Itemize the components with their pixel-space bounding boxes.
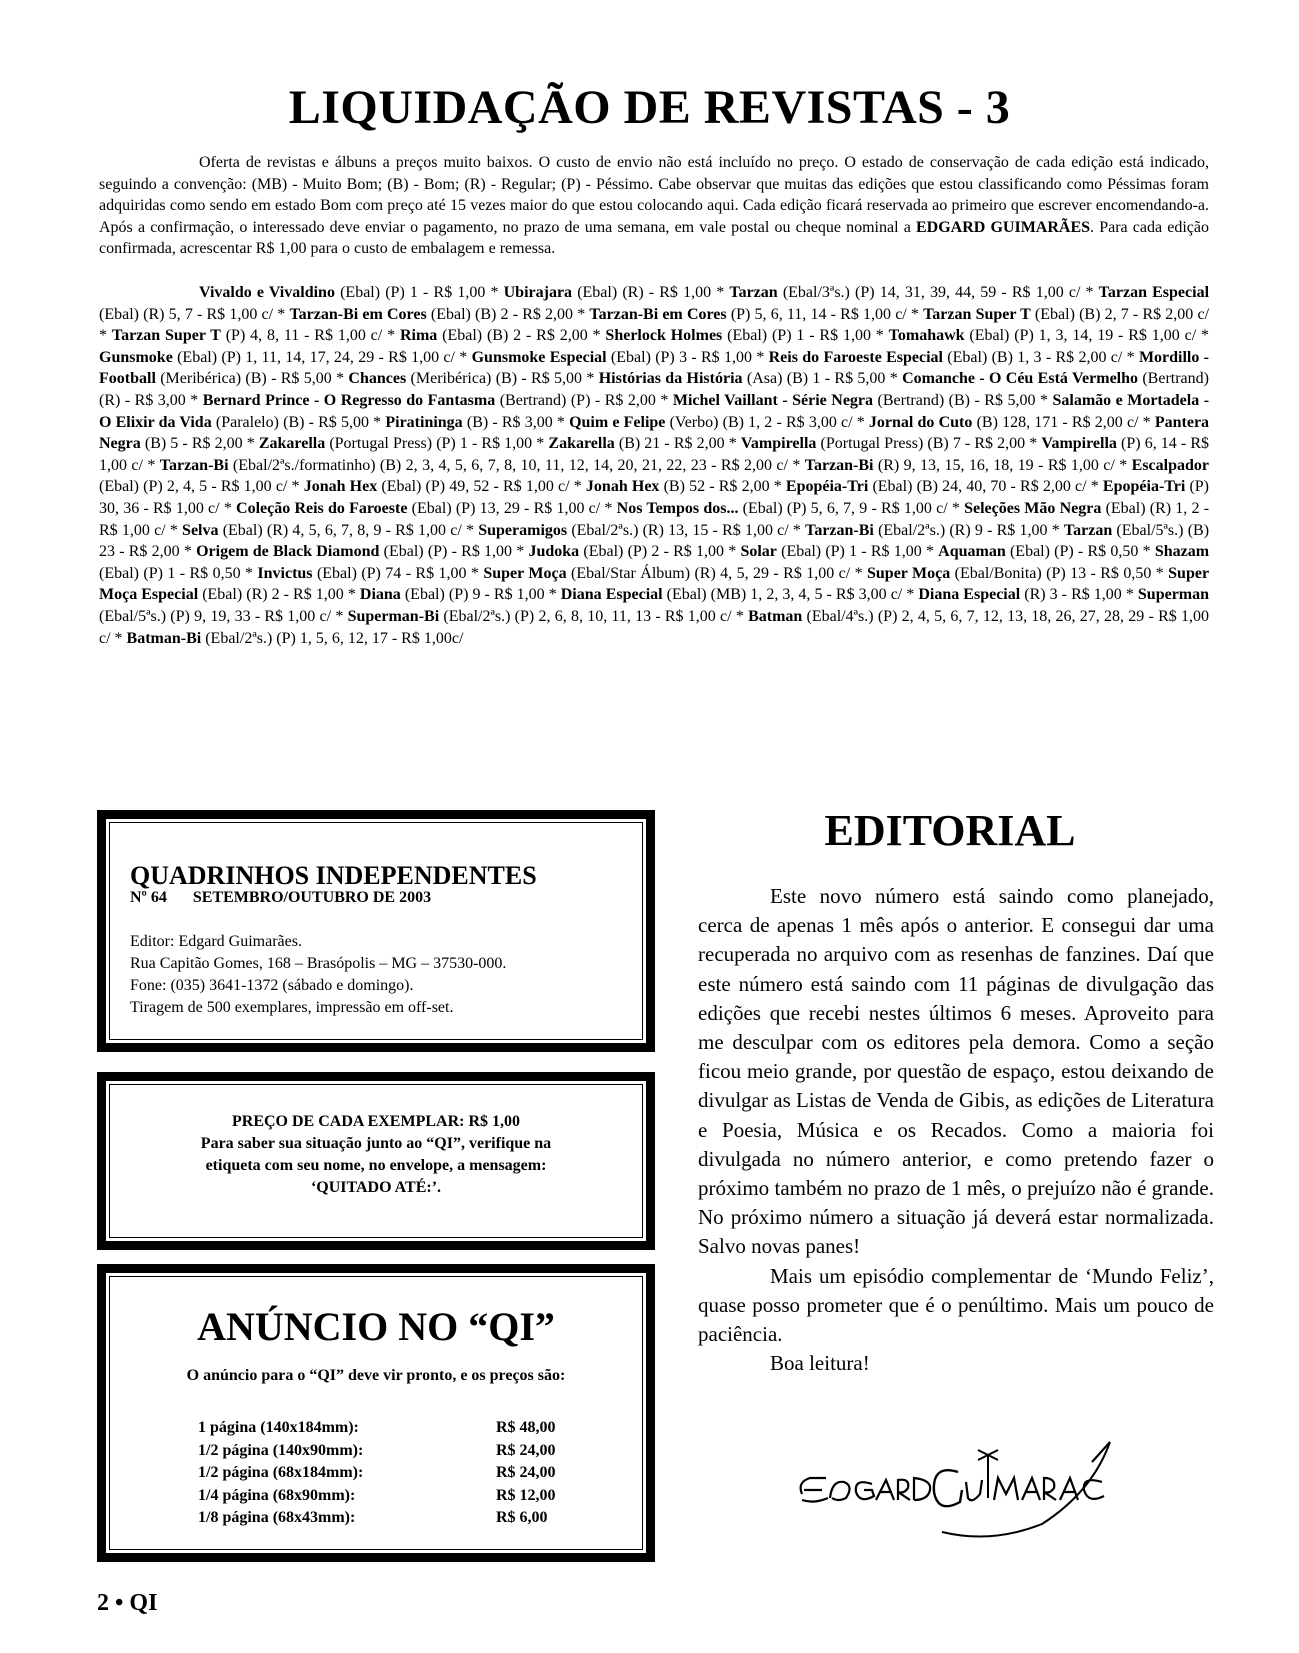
print-run-line: Tiragem de 500 exemplares, impressão em off-set. [130,999,454,1016]
ad-price: R$ 12,00 [496,1486,556,1504]
magazine-details: (P) 5, 6, 11, 14 - R$ 1,00 c/ * [726,305,924,323]
magazine-title: Super Moça [483,564,567,582]
magazine-title: Judoka [528,543,580,561]
ad-price-row [198,1464,556,1487]
price-line: etiqueta com seu nome, no envelope, a mensagem: [205,1157,547,1174]
magazine-details: (Ebal/2ªs.) (P) 2, 6, 8, 10, 11, 13 - R$ 1,00 c/ * [439,607,749,625]
magazine-title: Zakarella [258,435,326,453]
magazine-title: Nos Tempos dos... [616,499,739,517]
magazine-title: Vivaldo e Vivaldino [199,284,335,301]
magazine-details: (Ebal) (B) 2 - R$ 2,00 * [437,327,606,345]
magazine-details: (Asa) (B) 1 - R$ 5,00 * [742,370,903,388]
issue-date: SETEMBRO/OUTUBRO DE 2003 [192,889,432,906]
page-title: LIQUIDAÇÃO DE REVISTAS - 3 [288,81,1011,134]
magazine-details: (Ebal) (P) 1, 3, 14, 19 - R$ 1,00 c/ * [964,327,1210,345]
magazine-title: Gunsmoke [99,348,173,366]
ad-title: ANÚNCIO NO “QI” [197,1304,555,1349]
magazine-details: (R) 9, 13, 15, 16, 18, 19 - R$ 1,00 c/ * [873,456,1132,474]
ad-price: R$ 24,00 [496,1464,556,1481]
magazine-details: (B) 5 - R$ 2,00 * [140,435,259,453]
magazine-details: (Ebal/Bonita) (P) 13 - R$ 0,50 * [950,564,1169,582]
editorial-body [698,882,1214,1378]
magazine-details: (Verbo) (B) 1, 2 - R$ 3,00 c/ * [665,413,869,431]
magazine-title: Batman-Bi [126,629,202,647]
magazine-details: (Ebal/5ªs.) (B) 23 - R$ 2,00 * [99,521,1210,561]
ad-price: R$ 24,00 [496,1441,556,1459]
magazine-details: (Meribérica) (B) - R$ 5,00 * [406,370,599,388]
magazine-details: (Ebal) (P) 1, 11, 14, 17, 24, 29 - R$ 1,00 c/ * [172,348,472,366]
magazine-details: (Ebal/2ªs./formatinho) (B) 2, 3, 4, 5, 6, 7, 8, 10, 11, 12, 14, 20, 21, 22, 23 - R$ 2,00 c/ * [228,456,805,474]
address-line: Rua Capitão Gomes, 168 – Brasópolis – MG – 37530-000. [130,955,507,972]
price-line: Para saber sua situação junto ao “QI”, verifique na [200,1135,552,1152]
magazine-details: (B) 128, 171 - R$ 2,00 c/ * [972,413,1155,431]
magazine-title: Histórias da História [598,370,743,388]
magazine-title: Jonah Hex [585,478,660,496]
magazine-title: Diana Especial [918,586,1021,604]
magazine-details: (Ebal) (R) 2 - R$ 1,00 * [198,586,360,604]
magazine-details: (Ebal) (R) 1, 2 - R$ 1,00 c/ * [99,499,1210,539]
magazine-title: Tarzan-Bi em Cores [289,305,427,323]
magazine-title: Chances [348,370,407,388]
magazine-details: (Bertrand) (R) - R$ 3,00 * [99,370,1209,409]
magazine-title: Mordillo - Football [99,348,1210,388]
magazine-details: (P) 4, 8, 11 - R$ 1,00 c/ * [220,327,400,345]
magazine-details: (P) 6, 14 - R$ 1,00 c/ * [99,435,1210,474]
magazine-details: (Ebal/3ªs.) (P) 14, 31, 39, 44, 59 - R$ 1,00 c/ * [777,284,1099,301]
ad-price-row [198,1487,556,1510]
magazine-title: Comanche - O Céu Está Vermelho [902,370,1139,388]
magazine-title: Diana [359,586,401,604]
magazine-title: Selva [182,521,219,539]
intro-paragraph: Oferta de revistas e álbuns a preços muito baixos. O custo de envio não está incluído no preço. O estado de conservação de cada edição está indicado, seguindo a convenção: (MB) - Muito Bom; (B) - Bom; (R) - Regular; (P) - Péssimo. Cabe observar que muitas das edições que estou classificando como Péssimas foram adquiridas como sendo em estado Bom com preço até 15 vezes maior do que estou colocando aqui. Cada edição ficará reservada ao primeiro que escrever encomendando-a. Após a confirmação, o interessado deve enviar o pagamento, no prazo de uma semana, em vale postal ou cheque nominal a [99,154,1209,236]
magazine-details: (Ebal) (P) 5, 6, 7, 9 - R$ 1,00 c/ * [738,499,965,517]
ad-price: R$ 48,00 [496,1419,556,1436]
magazine-title: Shazam [1154,543,1210,561]
magazine-title: Tarzan-Bi [805,521,874,539]
magazine-title: Ubirajara [503,284,573,301]
magazine-details: (Ebal) (P) 13, 29 - R$ 1,00 c/ * [407,499,617,517]
magazine-title: Tarzan Super T [111,327,221,345]
magazine-title: Bernard Prince - O Regresso do Fantasma [202,391,496,409]
magazine-details: (Ebal) (MB) 1, 2, 3, 4, 5 - R$ 3,00 c/ * [662,586,919,604]
ad-subtitle: O anúncio para o “QI” deve vir pronto, e os preços são: [186,1367,566,1384]
magazine-details: (Ebal) (B) 24, 40, 70 - R$ 2,00 c/ * [868,478,1103,496]
issue-line [130,889,457,907]
editor-line: Editor: Edgard Guimarães. [130,933,302,950]
magazine-title: Tarzan Super T [923,305,1031,323]
editorial-paragraph: Mais um episódio complementar de ‘Mundo Feliz’, quase posso prometer que é o penúltimo. Mais um pouco de paciência. [698,1263,1214,1347]
ad-price-table [198,1419,556,1532]
magazine-details: (Ebal/2ªs.) (P) 1, 5, 6, 12, 17 - R$ 1,00c/ [201,629,464,647]
ad-price-row [198,1442,556,1465]
magazine-details: (Bertrand) (B) - R$ 5,00 * [873,391,1053,409]
masthead-info [130,931,506,1019]
magazine-title: Tarzan-Bi [804,456,874,474]
magazine-title: Tarzan-Bi em Cores [589,305,727,323]
magazine-details: (Ebal) (P) 2, 4, 5 - R$ 1,00 c/ * [99,478,304,496]
magazine-title: Super Moça [867,564,951,582]
magazine-details: (Ebal) (P) 9 - R$ 1,00 * [400,586,561,604]
magazine-details: (Ebal) (P) 1 - R$ 0,50 * [99,564,258,582]
magazine-title: Solar [740,543,777,561]
magazine-details: (Ebal/2ªs.) (R) 13, 15 - R$ 1,00 c/ * [567,521,806,539]
magazine-details: (P) 30, 36 - R$ 1,00 c/ * [99,478,1210,517]
magazine-details: (Portugal Press) (B) 7 - R$ 2,00 * [816,435,1042,453]
magazine-title: Gunsmoke Especial [471,348,607,366]
magazine-details: (Ebal) (P) 2 - R$ 1,00 * [579,543,741,561]
listing-paragraph [99,282,1209,649]
magazine-details: (Ebal) (R) 4, 5, 6, 7, 8, 9 - R$ 1,00 c/ * [218,521,479,539]
ad-size: 1/8 página (68x43mm): [198,1509,356,1526]
magazine-title: Aquaman [938,543,1006,561]
magazine-details: (R) 3 - R$ 1,00 * [1020,586,1138,604]
magazine-title: Salamão e Mortadela - O Elixir da Vida [99,391,1210,431]
phone-line: Fone: (035) 3641-1372 (sábado e domingo). [130,977,414,994]
magazine-title: Diana Especial [560,586,663,604]
page-footer: 2 • QI [97,1590,158,1616]
ad-price: R$ 6,00 [496,1509,548,1526]
editorial-title: EDITORIAL [824,806,1076,855]
magazine-title: Coleção Reis do Faroeste [236,499,408,517]
magazine-title: Tarzan-Bi [159,456,229,474]
magazine-title: Pantera Negra [99,413,1210,453]
signature [792,1432,1122,1542]
magazine-listing [99,282,1209,649]
magazine-title: Super Moça Especial [99,564,1210,604]
ad-price-row [198,1509,556,1532]
magazine-details: (B) 52 - R$ 2,00 * [659,478,786,496]
magazine-title: Reis do Faroeste Especial [768,348,943,366]
magazine-details: (Ebal/2ªs.) (R) 9 - R$ 1,00 * [873,521,1064,539]
editorial-paragraph: Este novo número está saindo como planejado, cerca de apenas 1 mês após o anterior. E consegui dar uma recuperada no arquivo com as resenhas de fanzines. Daí que este número está saindo com 11 páginas de divulgação das edições que recebi nestes últimos 6 meses. Aproveito para me desculpar com os editores pela demora. Como a seção ficou meio grande, por questão de espaço, estou deixando de divulgar as Listas de Venda de Gibis, as edições de Literatura e Poesia, Música e os Recados. Como a maioria foi divulgada no número anterior, e como pretendo fazer o próximo também no prazo de 1 mês, o prejuízo não é grande. No próximo número a situação já deverá estar normalizada. Salvo novas panes! [698,884,1214,1259]
ad-size: 1 página (140x184mm): [198,1419,359,1436]
price-line: PREÇO DE CADA EXEMPLAR: R$ 1,00 [232,1113,520,1130]
magazine-details: (Ebal) (P) - R$ 1,00 * [379,543,529,561]
ad-size: 1/2 página (68x184mm): [198,1464,364,1481]
intro-text [99,152,1209,260]
magazine-details: (Ebal) (B) 2, 7 - R$ 2,00 c/ * [99,305,1210,345]
price-box [97,1072,655,1250]
magazine-details: (Ebal) (P) 1 - R$ 1,00 * [334,284,504,301]
magazine-title: Tarzan [1063,521,1113,539]
magazine-details: (Ebal) (B) 1, 3 - R$ 2,00 c/ * [943,348,1139,366]
intro-paragraph-end: . Para cada edição confirmada, acrescentar R$ 1,00 para o custo de embalagem e remessa. [99,218,1209,258]
magazine-title: Piratininga [385,413,463,431]
magazine-title: Sherlock Holmes [605,327,723,345]
magazine-details: (Portugal Press) (P) 1 - R$ 1,00 * [325,435,549,453]
magazine-details: (Ebal) (P) 1 - R$ 1,00 * [776,543,939,561]
magazine-title: Tarzan Especial [1098,284,1210,301]
magazine-title: Michel Vaillant - Série Negra [672,391,874,409]
magazine-details: (Ebal) (P) 74 - R$ 1,00 * [312,564,484,582]
magazine-title: Epopéia-Tri [1102,478,1186,496]
magazine-title: Vampirella [1041,435,1117,453]
magazine-details: (Ebal) (P) - R$ 0,50 * [1005,543,1155,561]
magazine-title: Vampirella [740,435,817,453]
magazine-title: Quim e Felipe [569,413,666,431]
magazine-details: (Paralelo) (B) - R$ 5,00 * [211,413,386,431]
magazine-title: Invictus [257,564,313,582]
magazine-title: Origem de Black Diamond [196,543,380,561]
magazine-title: Batman [748,607,803,625]
magazine-details: (Ebal) (R) - R$ 1,00 * [572,284,730,301]
price-text [106,1111,646,1199]
magazine-title: Superman-Bi [347,607,440,625]
magazine-details: (B) 21 - R$ 2,00 * [614,435,741,453]
magazine-title: Tarzan [729,284,778,301]
ad-price-row [198,1419,556,1442]
magazine-title: Tomahawk [888,327,965,345]
issue-number: Nº 64 [130,889,167,906]
magazine-title: Jonah Hex [303,478,378,496]
magazine-details: (Ebal) (R) 5, 7 - R$ 1,00 c/ * [99,305,290,323]
masthead-title: QUADRINHOS INDEPENDENTES [130,861,537,890]
magazine-details: (Ebal) (P) 3 - R$ 1,00 * [606,348,769,366]
magazine-details: (Ebal) (P) 49, 52 - R$ 1,00 c/ * [377,478,586,496]
ad-size: 1/4 página (68x90mm): [198,1486,356,1504]
ad-size: 1/2 página (140x90mm): [198,1441,364,1459]
magazine-details: (Ebal) (P) 1 - R$ 1,00 * [722,327,889,345]
magazine-title: Escalpador [1131,456,1209,474]
magazine-title: Superamigos [478,521,568,539]
magazine-details: (Ebal) (B) 2 - R$ 2,00 * [426,305,590,323]
magazine-title: Jornal do Cuto [868,413,973,431]
magazine-details: (Ebal/Star Álbum) (R) 4, 5, 29 - R$ 1,00 c/ * [566,564,867,582]
magazine-title: Zakarella [548,435,615,453]
magazine-details: (Ebal/4ªs.) (P) 2, 4, 5, 6, 7, 12, 13, 18, 26, 27, 28, 29 - R$ 1,00 c/ * [99,607,1209,647]
editorial-closing: Boa leitura! [770,1351,870,1376]
magazine-title: Superman [1137,586,1210,604]
recipient-name: EDGARD GUIMARÃES [915,218,1091,236]
masthead-box [97,810,655,1052]
magazine-title: Epopéia-Tri [785,478,869,496]
magazine-title: Rima [399,327,438,345]
price-line: ‘QUITADO ATÉ:’. [310,1179,442,1196]
magazine-details: (Meribérica) (B) - R$ 5,00 * [155,370,349,388]
magazine-title: Seleções Mão Negra [964,499,1102,517]
magazine-details: (B) - R$ 3,00 * [462,413,570,431]
ad-box [97,1264,655,1562]
magazine-details: (Ebal/5ªs.) (P) 9, 19, 33 - R$ 1,00 c/ * [99,607,348,625]
magazine-details: (Bertrand) (P) - R$ 2,00 * [495,391,673,409]
